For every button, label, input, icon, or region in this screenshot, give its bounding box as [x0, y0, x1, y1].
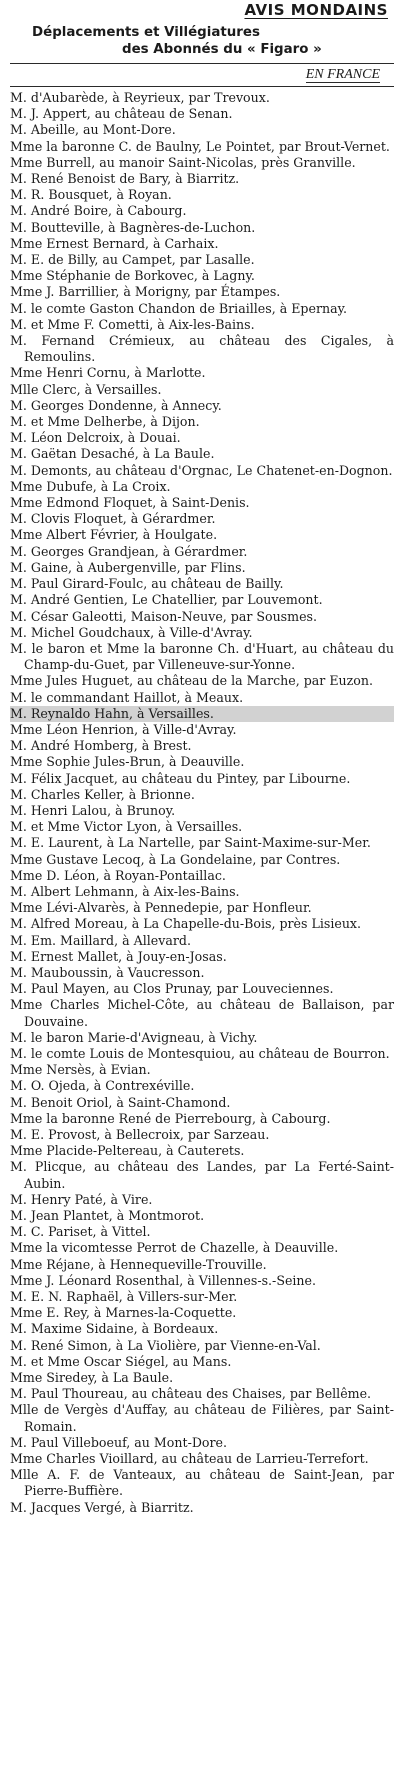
list-item: M. Paul Mayen, au Clos Prunay, par Louveciennes.: [10, 981, 334, 997]
list-item: Mlle Clerc, à Versailles.: [10, 381, 162, 397]
list-item: M. Paul Villeboeuf, au Mont-Dore.: [10, 1434, 227, 1450]
list-item: M. Gaine, à Aubergenville, par Flins.: [10, 559, 246, 575]
subtitle-line-2: des Abonnés du « Figaro »: [122, 42, 322, 57]
list-item: M. Fernand Crémieux, au château des Cigales, à Remoulins.: [10, 333, 394, 365]
list-item: Mme Burrell, au manoir Saint-Nicolas, près Granville.: [10, 154, 356, 170]
list-item: Mme Gustave Lecoq, à La Gondelaine, par Contres.: [10, 851, 341, 867]
list-item: M. Em. Maillard, à Allevard.: [10, 932, 191, 948]
list-item: M. J. Appert, au château de Senan.: [10, 106, 233, 122]
column-title: AVIS MONDAINS: [244, 1, 388, 19]
list-item: M. Jacques Vergé, à Biarritz.: [10, 1499, 194, 1515]
list-item: M. Gaëtan Desaché, à La Baule.: [10, 446, 215, 462]
list-item: M. E. Laurent, à La Nartelle, par Saint-Maxime-sur-Mer.: [10, 835, 371, 851]
list-item: Mme Dubufe, à La Croix.: [10, 478, 171, 494]
list-item: M. Ernest Mallet, à Jouy-en-Josas.: [10, 948, 227, 964]
list-item: M. Charles Keller, à Brionne.: [10, 786, 195, 802]
list-item: M. Clovis Floquet, à Gérardmer.: [10, 511, 216, 527]
list-item: M. le commandant Haillot, à Meaux.: [10, 689, 244, 705]
list-item: Mme Edmond Floquet, à Saint-Denis.: [10, 495, 250, 511]
column-subtitle: [10, 24, 394, 58]
list-item: M. Michel Goudchaux, à Ville-d'Avray.: [10, 624, 253, 640]
list-item: M. le comte Gaston Chandon de Briailles, à Epernay.: [10, 300, 348, 316]
list-item: M. André Gentien, Le Chatellier, par Louvemont.: [10, 592, 323, 608]
list-item: M. René Benoist de Bary, à Biarritz.: [10, 171, 240, 187]
list-item: Mme la baronne C. de Baulny, Le Pointet, par Brout-Vernet.: [10, 138, 390, 154]
list-item: M. C. Pariset, à Vittel.: [10, 1224, 151, 1240]
list-item: M. E. de Billy, au Campet, par Lasalle.: [10, 252, 255, 268]
list-item: M. André Boire, à Cabourg.: [10, 203, 187, 219]
list-item: M. O. Ojeda, à Contrexéville.: [10, 1078, 195, 1094]
list-item: Mme Charles Vioillard, au château de Larrieu-Terrefort.: [10, 1451, 369, 1467]
list-item: M. d'Aubarède, à Reyrieux, par Trevoux.: [10, 90, 270, 105]
list-item: Mme Lévi-Alvarès, à Pennedepie, par Honfleur.: [10, 900, 312, 916]
list-item: M. Alfred Moreau, à La Chapelle-du-Bois, près Lisieux.: [10, 916, 362, 932]
list-item: Mme Réjane, à Hennequeville-Trouville.: [10, 1256, 267, 1272]
list-item: M. le comte Louis de Montesquiou, au château de Bourron.: [10, 1045, 390, 1061]
list-item: M. E. Provost, à Bellecroix, par Sarzeau.: [10, 1127, 270, 1142]
list-item: M. E. N. Raphaël, à Villers-sur-Mer.: [10, 1289, 238, 1305]
list-item: Mlle de Vergès d'Auffay, au château de Filières, par Saint-Romain.: [10, 1402, 394, 1434]
list-item: M. et Mme Delherbe, à Dijon.: [10, 414, 200, 430]
list-item: M. André Homberg, à Brest.: [10, 738, 192, 754]
list-item: Mme Léon Henrion, à Ville-d'Avray.: [10, 721, 237, 737]
entries-list: [10, 90, 394, 1516]
list-item: Mme Nersès, à Evian.: [10, 1062, 151, 1078]
list-item: M. Mauboussin, à Vaucresson.: [10, 964, 205, 980]
list-item: M. César Galeotti, Maison-Neuve, par Sousmes.: [10, 608, 318, 624]
list-item: Mme Placide-Peltereau, à Cauterets.: [10, 1143, 245, 1159]
list-item: M. Jean Plantet, à Montmorot.: [10, 1208, 205, 1224]
divider-rule: [10, 63, 394, 64]
list-item: M. Benoit Oriol, à Saint-Chamond.: [10, 1094, 231, 1110]
list-item: Mme Ernest Bernard, à Carhaix.: [10, 235, 219, 251]
list-item: M. Albert Lehmann, à Aix-les-Bains.: [10, 883, 240, 899]
list-item: Mme Jules Huguet, au château de la Marche, par Euzon.: [10, 673, 373, 689]
list-item: M. Henry Paté, à Vire.: [10, 1191, 153, 1207]
list-item: Mme Siredey, à La Baule.: [10, 1370, 174, 1386]
subtitle-line-1: Déplacements et Villégiatures: [32, 25, 260, 40]
list-item: Mme J. Léonard Rosenthal, à Villennes-s.-Seine.: [10, 1272, 316, 1288]
list-item: Mme J. Barrillier, à Morigny, par Étampes.: [10, 284, 281, 300]
list-item: M. R. Bousquet, à Royan.: [10, 187, 172, 203]
list-item: M. René Simon, à La Violière, par Vienne-en-Val.: [10, 1337, 321, 1353]
list-item: Mme E. Rey, à Marnes-la-Coquette.: [10, 1305, 237, 1321]
list-item: M. Henri Lalou, à Brunoy.: [10, 802, 176, 818]
list-item: M. le baron Marie-d'Avigneau, à Vichy.: [10, 1029, 258, 1045]
list-item: M. Georges Grandjean, à Gérardmer.: [10, 543, 248, 559]
list-item: M. Demonts, au château d'Orgnac, Le Chatenet-en-Dognon.: [10, 462, 393, 478]
list-item: Mme Albert Février, à Houlgate.: [10, 527, 218, 543]
list-item: M. et Mme F. Cometti, à Aix-les-Bains.: [10, 316, 255, 332]
list-item: Mme Charles Michel-Côte, au château de Ballaison, par Douvaine.: [10, 997, 394, 1029]
list-item: Mme Stéphanie de Borkovec, à Lagny.: [10, 268, 255, 284]
list-item: M. Georges Dondenne, à Annecy.: [10, 397, 222, 413]
list-item: Mme la vicomtesse Perrot de Chazelle, à Deauville.: [10, 1240, 339, 1256]
list-item: M. Boutteville, à Bagnères-de-Luchon.: [10, 219, 256, 235]
list-item: M. et Mme Victor Lyon, à Versailles.: [10, 819, 243, 835]
list-item: M. Félix Jacquet, au château du Pintey, par Libourne.: [10, 770, 351, 786]
section-heading-text: EN FRANCE: [305, 67, 380, 82]
list-item: Mme Henri Cornu, à Marlotte.: [10, 365, 206, 381]
section-heading: [10, 66, 394, 84]
list-item: M. Abeille, au Mont-Dore.: [10, 122, 176, 138]
list-item: M. Plicque, au château des Landes, par La Ferté-Saint-Aubin.: [10, 1159, 394, 1191]
list-item: M. Paul Girard-Foulc, au château de Bailly.: [10, 576, 284, 592]
list-item: Mme Sophie Jules-Brun, à Deauville.: [10, 754, 245, 770]
header: [10, 0, 394, 24]
list-item: M. et Mme Oscar Siégel, au Mans.: [10, 1353, 232, 1369]
list-item: Mme D. Léon, à Royan-Pontaillac.: [10, 867, 226, 883]
list-item: M. Léon Delcroix, à Douai.: [10, 430, 181, 446]
list-item: M. le baron et Mme la baronne Ch. d'Huart, au château du Champ-du-Guet, par Villeneuve-sur-Yonne.: [10, 640, 394, 673]
list-item: Mme la baronne René de Pierrebourg, à Cabourg.: [10, 1110, 331, 1126]
list-item: M. Maxime Sidaine, à Bordeaux.: [10, 1321, 219, 1337]
list-item: Mlle A. F. de Vanteaux, au château de Saint-Jean, par Pierre-Buffière.: [10, 1467, 394, 1499]
list-item: M. Paul Thoureau, au château des Chaises, par Bellême.: [10, 1386, 372, 1402]
highlighted-list-item: M. Reynaldo Hahn, à Versailles.: [10, 706, 394, 722]
section-rule: [10, 86, 394, 87]
